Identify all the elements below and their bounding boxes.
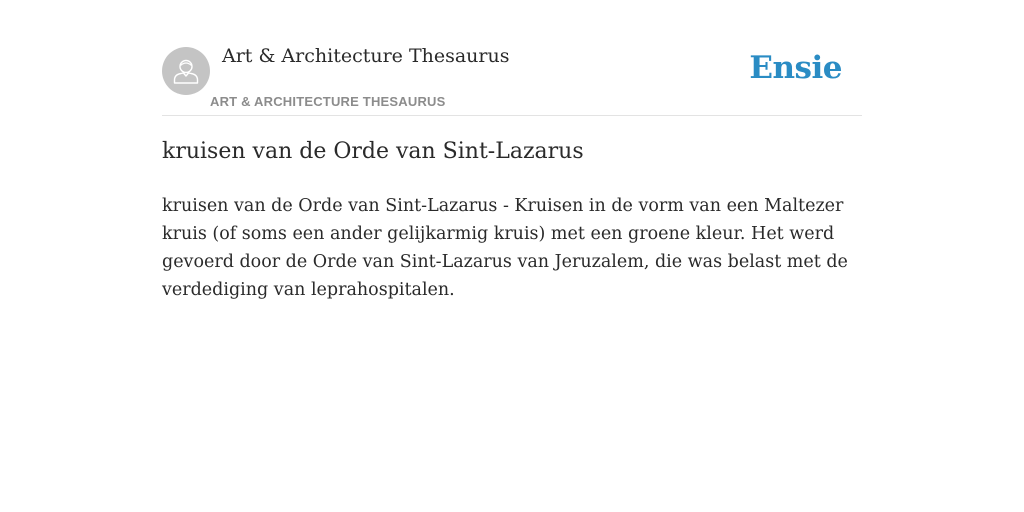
article-title: kruisen van de Orde van Sint-Lazarus <box>162 139 584 164</box>
article-body: kruisen van de Orde van Sint-Lazarus - Kruisen in de vorm van een Maltezer kruis (of soms een ander gelijkarmig kruis) met een groene kleur. Het werd gevoerd door de Orde van Sint-Lazarus van Jeruzalem, die was belast met de verdediging van leprahospitalen. <box>162 196 848 300</box>
author-name-link[interactable]: Art & Architecture Thesaurus <box>222 45 510 67</box>
author-subtitle[interactable]: ART & ARCHITECTURE THESAURUS <box>210 94 446 109</box>
author-avatar[interactable] <box>162 47 210 95</box>
user-outline-icon <box>171 56 201 86</box>
header <box>162 0 862 116</box>
ensie-logo[interactable]: Ensie <box>749 50 842 86</box>
content-container <box>162 0 862 300</box>
